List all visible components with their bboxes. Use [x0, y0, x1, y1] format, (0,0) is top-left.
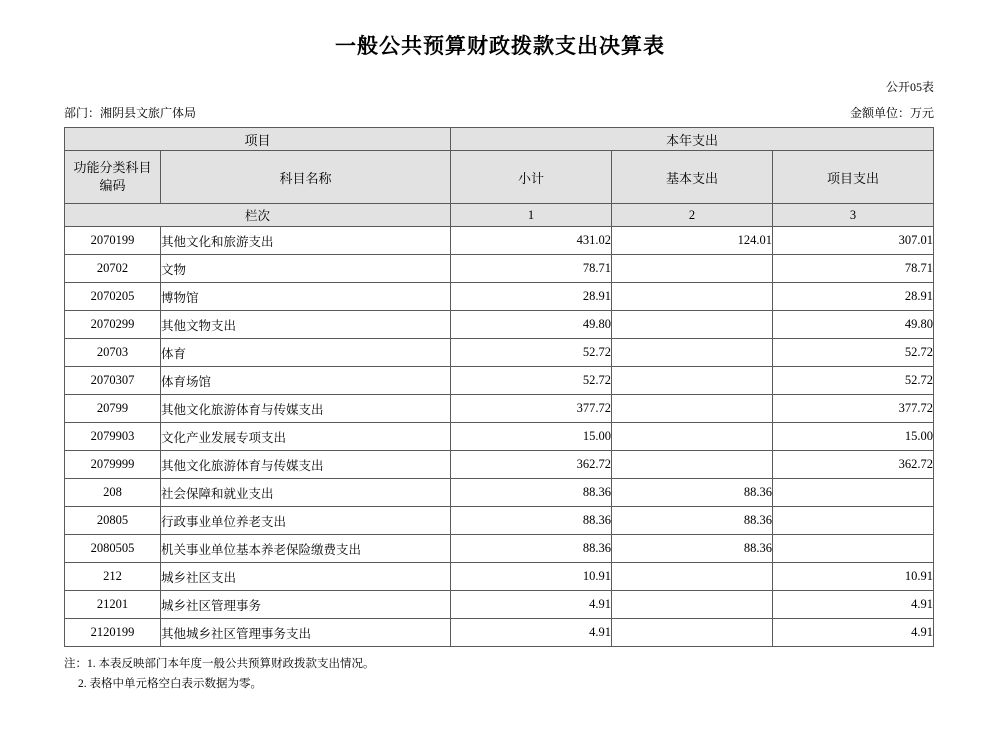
cell-basic-expenditure: 124.01 [612, 227, 773, 255]
header-function-code-line1: 功能分类科目 [73, 160, 152, 176]
table-container [0, 127, 1000, 647]
cell-subtotal: 88.36 [451, 507, 612, 535]
header-subject-name: 科目名称 [161, 151, 451, 204]
header-function-code-line2: 编码 [99, 178, 126, 193]
cell-basic-expenditure [612, 311, 773, 339]
cell-subject-name: 机关事业单位基本养老保险缴费支出 [161, 535, 451, 563]
table-notes [0, 655, 1000, 694]
cell-basic-expenditure: 88.36 [612, 507, 773, 535]
header-group-current-year: 本年支出 [451, 128, 934, 151]
cell-subject-name: 文物 [161, 255, 451, 283]
cell-subtotal: 78.71 [451, 255, 612, 283]
cell-function-code: 2079999 [65, 451, 161, 479]
cell-subtotal: 431.02 [451, 227, 612, 255]
table-row [65, 339, 934, 367]
cell-project-expenditure: 10.91 [773, 563, 934, 591]
cell-function-code: 20703 [65, 339, 161, 367]
unit-label: 金额单位：万元 [849, 106, 934, 120]
cell-project-expenditure: 4.91 [773, 591, 934, 619]
cell-function-code: 20799 [65, 395, 161, 423]
cell-function-code: 2070205 [65, 283, 161, 311]
cell-subtotal: 88.36 [451, 535, 612, 563]
header-subtotal: 小计 [451, 151, 612, 204]
table-row [65, 255, 934, 283]
cell-function-code: 2070307 [65, 367, 161, 395]
table-row [65, 227, 934, 255]
table-row [65, 479, 934, 507]
cell-subtotal: 15.00 [451, 423, 612, 451]
cell-subject-name: 其他城乡社区管理事务支出 [161, 619, 451, 647]
cell-function-code: 20805 [65, 507, 161, 535]
meta-row [0, 104, 1000, 121]
department-label: 部门：湘阴县文旅广体局 [64, 106, 197, 120]
table-row [65, 535, 934, 563]
table-row [65, 367, 934, 395]
header-lanci-label: 栏次 [65, 204, 451, 227]
cell-function-code: 21201 [65, 591, 161, 619]
cell-project-expenditure [773, 535, 934, 563]
header-basic-expenditure: 基本支出 [612, 151, 773, 204]
note-line-1: 注：1. 本表反映部门本年度一般公共预算财政拨款支出情况。 [64, 658, 375, 670]
cell-basic-expenditure [612, 423, 773, 451]
cell-basic-expenditure [612, 255, 773, 283]
cell-project-expenditure [773, 479, 934, 507]
cell-basic-expenditure [612, 591, 773, 619]
cell-function-code: 20702 [65, 255, 161, 283]
cell-function-code: 2080505 [65, 535, 161, 563]
cell-project-expenditure: 307.01 [773, 227, 934, 255]
table-row [65, 619, 934, 647]
table-row [65, 311, 934, 339]
cell-subtotal: 52.72 [451, 339, 612, 367]
cell-subject-name: 其他文物支出 [161, 311, 451, 339]
cell-basic-expenditure [612, 283, 773, 311]
sheet-code-label: 公开05表 [885, 80, 934, 94]
cell-subject-name: 体育场馆 [161, 367, 451, 395]
cell-function-code: 2070299 [65, 311, 161, 339]
cell-basic-expenditure [612, 339, 773, 367]
cell-subject-name: 社会保障和就业支出 [161, 479, 451, 507]
cell-subtotal: 88.36 [451, 479, 612, 507]
cell-subject-name: 行政事业单位养老支出 [161, 507, 451, 535]
note-line-2: 2. 表格中单元格空白表示数据为零。 [78, 677, 262, 690]
table-header [65, 128, 934, 227]
header-lanci-2: 2 [612, 204, 773, 227]
cell-project-expenditure: 4.91 [773, 619, 934, 647]
document-page [0, 30, 1000, 736]
cell-project-expenditure: 78.71 [773, 255, 934, 283]
cell-subtotal: 362.72 [451, 451, 612, 479]
cell-project-expenditure: 52.72 [773, 367, 934, 395]
header-group-project: 项目 [65, 128, 451, 151]
cell-project-expenditure: 52.72 [773, 339, 934, 367]
cell-function-code: 2070199 [65, 227, 161, 255]
cell-subject-name: 城乡社区管理事务 [161, 591, 451, 619]
cell-subtotal: 4.91 [451, 591, 612, 619]
cell-subtotal: 28.91 [451, 283, 612, 311]
cell-project-expenditure [773, 507, 934, 535]
table-row [65, 283, 934, 311]
cell-basic-expenditure: 88.36 [612, 535, 773, 563]
cell-basic-expenditure [612, 563, 773, 591]
header-lanci-3: 3 [773, 204, 934, 227]
cell-subject-name: 博物馆 [161, 283, 451, 311]
expenditure-table [64, 127, 934, 647]
table-row [65, 451, 934, 479]
header-lanci-1: 1 [451, 204, 612, 227]
cell-basic-expenditure: 88.36 [612, 479, 773, 507]
cell-basic-expenditure [612, 367, 773, 395]
cell-subtotal: 10.91 [451, 563, 612, 591]
cell-project-expenditure: 362.72 [773, 451, 934, 479]
cell-subtotal: 4.91 [451, 619, 612, 647]
cell-function-code: 212 [65, 563, 161, 591]
table-row [65, 591, 934, 619]
table-row [65, 395, 934, 423]
table-row [65, 423, 934, 451]
cell-basic-expenditure [612, 619, 773, 647]
cell-subject-name: 文化产业发展专项支出 [161, 423, 451, 451]
cell-subtotal: 49.80 [451, 311, 612, 339]
table-row [65, 507, 934, 535]
cell-basic-expenditure [612, 395, 773, 423]
cell-subtotal: 52.72 [451, 367, 612, 395]
header-project-expenditure: 项目支出 [773, 151, 934, 204]
page-title: 一般公共预算财政拨款支出决算表 [335, 34, 665, 58]
cell-function-code: 2079903 [65, 423, 161, 451]
cell-subject-name: 其他文化和旅游支出 [161, 227, 451, 255]
cell-subject-name: 其他文化旅游体育与传媒支出 [161, 451, 451, 479]
cell-function-code: 2120199 [65, 619, 161, 647]
cell-function-code: 208 [65, 479, 161, 507]
cell-project-expenditure: 377.72 [773, 395, 934, 423]
header-function-code [65, 151, 161, 204]
cell-project-expenditure: 15.00 [773, 423, 934, 451]
table-body [65, 227, 934, 647]
cell-basic-expenditure [612, 451, 773, 479]
cell-project-expenditure: 28.91 [773, 283, 934, 311]
cell-subject-name: 体育 [161, 339, 451, 367]
cell-project-expenditure: 49.80 [773, 311, 934, 339]
cell-subtotal: 377.72 [451, 395, 612, 423]
cell-subject-name: 其他文化旅游体育与传媒支出 [161, 395, 451, 423]
cell-subject-name: 城乡社区支出 [161, 563, 451, 591]
table-row [65, 563, 934, 591]
